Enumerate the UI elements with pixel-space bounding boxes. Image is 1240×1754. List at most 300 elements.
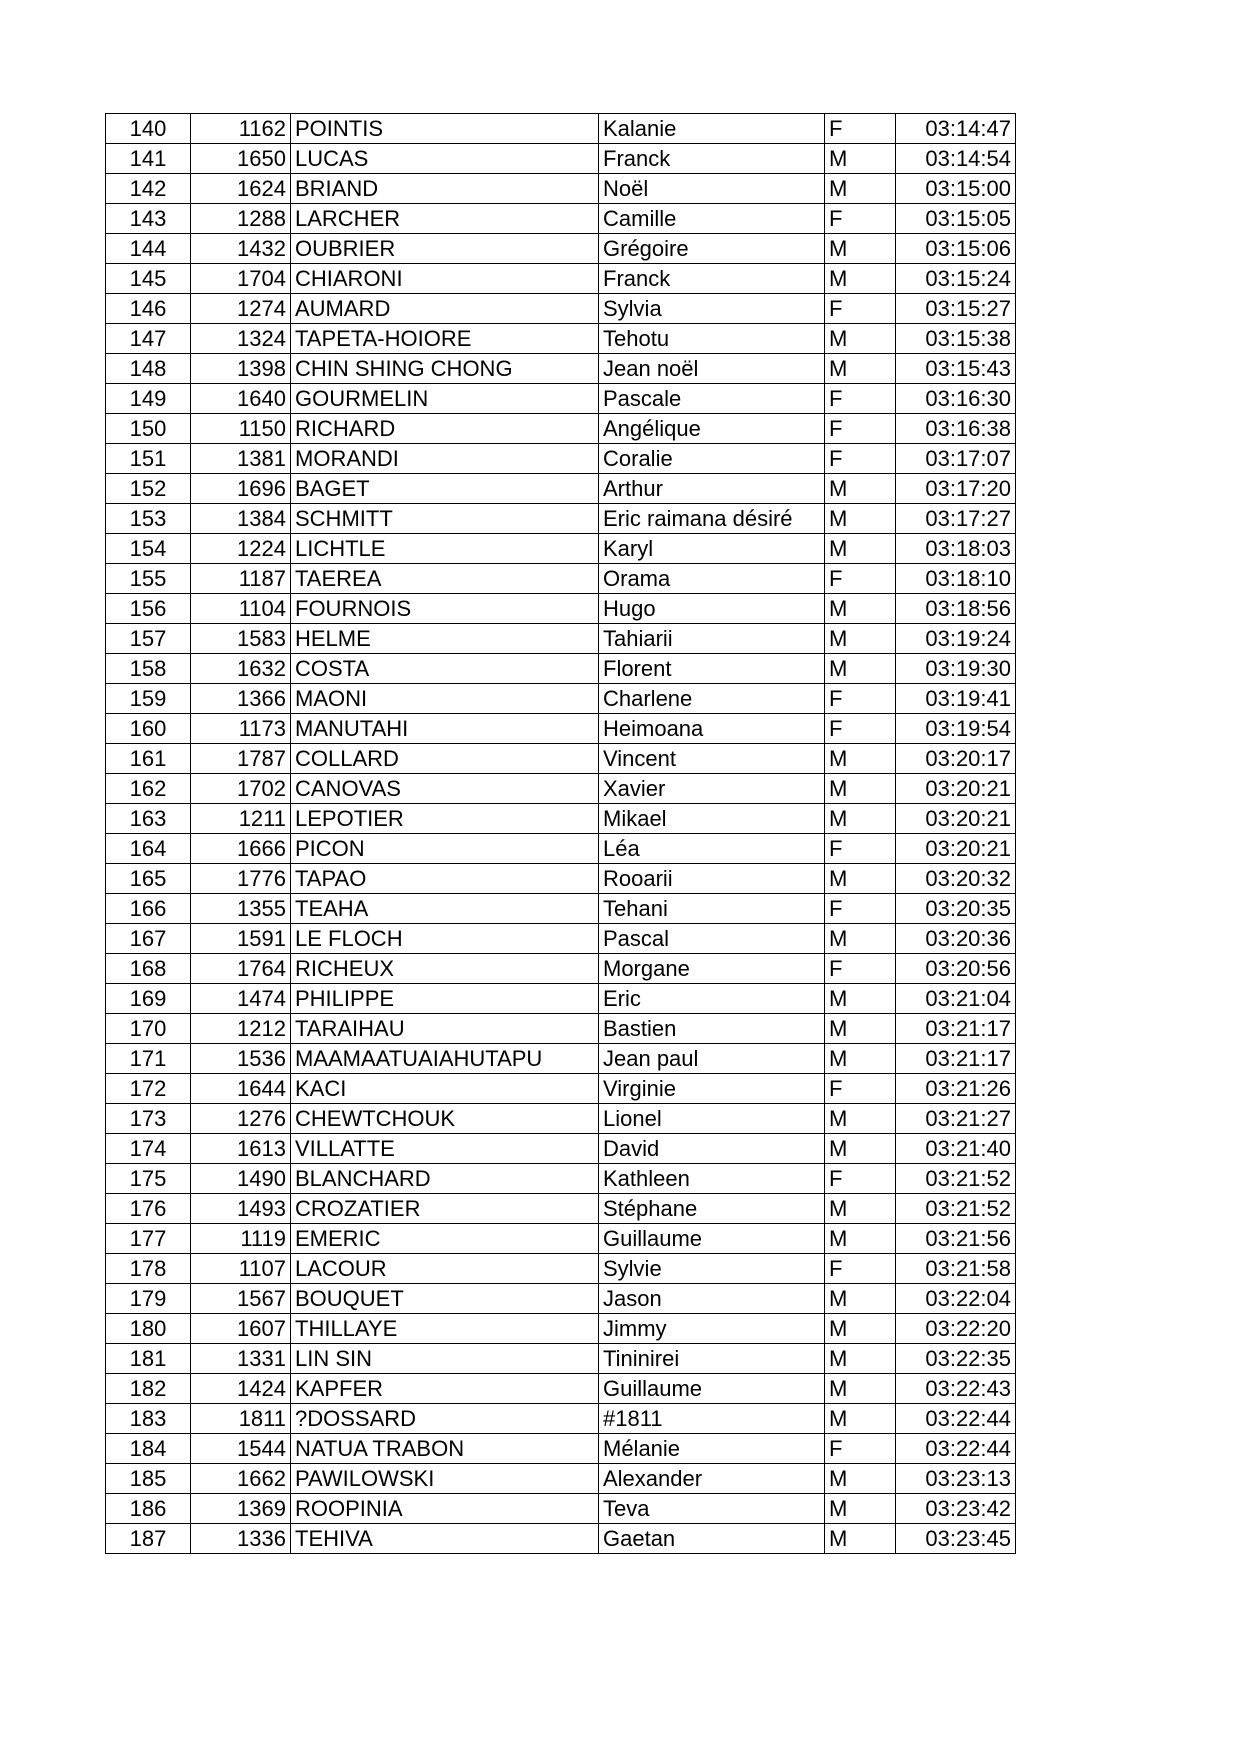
last-name-cell: OUBRIER: [291, 234, 599, 264]
sex-cell: F: [825, 834, 896, 864]
table-row: [106, 654, 1016, 684]
first-name-cell: Hugo: [599, 594, 825, 624]
first-name-cell: Vincent: [599, 744, 825, 774]
finish-time-cell: 03:22:35: [896, 1344, 1016, 1374]
finish-time-cell: 03:20:17: [896, 744, 1016, 774]
table-row: [106, 714, 1016, 744]
sex-cell: F: [825, 894, 896, 924]
table-row: [106, 684, 1016, 714]
sex-cell: F: [825, 1164, 896, 1194]
first-name-cell: Kalanie: [599, 114, 825, 144]
bib-number-cell: 1607: [191, 1314, 291, 1344]
last-name-cell: PAWILOWSKI: [291, 1464, 599, 1494]
bib-number-cell: 1331: [191, 1344, 291, 1374]
first-name-cell: Franck: [599, 144, 825, 174]
rank-cell: 173: [106, 1104, 191, 1134]
first-name-cell: Tahiarii: [599, 624, 825, 654]
sex-cell: F: [825, 564, 896, 594]
finish-time-cell: 03:19:24: [896, 624, 1016, 654]
sex-cell: M: [825, 1284, 896, 1314]
rank-cell: 141: [106, 144, 191, 174]
bib-number-cell: 1704: [191, 264, 291, 294]
finish-time-cell: 03:21:17: [896, 1044, 1016, 1074]
table-row: [106, 444, 1016, 474]
first-name-cell: Pascale: [599, 384, 825, 414]
sex-cell: M: [825, 1314, 896, 1344]
table-row: [106, 1104, 1016, 1134]
first-name-cell: #1811: [599, 1404, 825, 1434]
bib-number-cell: 1583: [191, 624, 291, 654]
sex-cell: F: [825, 684, 896, 714]
table-row: [106, 1404, 1016, 1434]
table-row: [106, 1134, 1016, 1164]
rank-cell: 175: [106, 1164, 191, 1194]
sex-cell: F: [825, 204, 896, 234]
table-row: [106, 1074, 1016, 1104]
sex-cell: M: [825, 144, 896, 174]
sex-cell: M: [825, 1224, 896, 1254]
first-name-cell: Tininirei: [599, 1344, 825, 1374]
rank-cell: 147: [106, 324, 191, 354]
bib-number-cell: 1650: [191, 144, 291, 174]
last-name-cell: TAEREA: [291, 564, 599, 594]
last-name-cell: RICHEUX: [291, 954, 599, 984]
table-row: [106, 1014, 1016, 1044]
rank-cell: 159: [106, 684, 191, 714]
first-name-cell: Bastien: [599, 1014, 825, 1044]
finish-time-cell: 03:15:00: [896, 174, 1016, 204]
rank-cell: 178: [106, 1254, 191, 1284]
finish-time-cell: 03:22:44: [896, 1434, 1016, 1464]
rank-cell: 164: [106, 834, 191, 864]
finish-time-cell: 03:21:26: [896, 1074, 1016, 1104]
finish-time-cell: 03:21:58: [896, 1254, 1016, 1284]
bib-number-cell: 1490: [191, 1164, 291, 1194]
last-name-cell: CROZATIER: [291, 1194, 599, 1224]
rank-cell: 157: [106, 624, 191, 654]
table-row: [106, 1044, 1016, 1074]
bib-number-cell: 1591: [191, 924, 291, 954]
last-name-cell: TEHIVA: [291, 1524, 599, 1554]
rank-cell: 181: [106, 1344, 191, 1374]
sex-cell: F: [825, 444, 896, 474]
last-name-cell: MANUTAHI: [291, 714, 599, 744]
bib-number-cell: 1613: [191, 1134, 291, 1164]
last-name-cell: TEAHA: [291, 894, 599, 924]
rank-cell: 180: [106, 1314, 191, 1344]
table-row: [106, 984, 1016, 1014]
last-name-cell: MORANDI: [291, 444, 599, 474]
last-name-cell: LIN SIN: [291, 1344, 599, 1374]
first-name-cell: Morgane: [599, 954, 825, 984]
sex-cell: M: [825, 804, 896, 834]
bib-number-cell: 1211: [191, 804, 291, 834]
results-body: [106, 114, 1016, 1554]
table-row: [106, 1194, 1016, 1224]
first-name-cell: Virginie: [599, 1074, 825, 1104]
last-name-cell: CHIARONI: [291, 264, 599, 294]
sex-cell: F: [825, 294, 896, 324]
rank-cell: 154: [106, 534, 191, 564]
finish-time-cell: 03:16:30: [896, 384, 1016, 414]
rank-cell: 160: [106, 714, 191, 744]
last-name-cell: CANOVAS: [291, 774, 599, 804]
last-name-cell: KAPFER: [291, 1374, 599, 1404]
finish-time-cell: 03:21:52: [896, 1194, 1016, 1224]
last-name-cell: RICHARD: [291, 414, 599, 444]
last-name-cell: ROOPINIA: [291, 1494, 599, 1524]
table-row: [106, 324, 1016, 354]
bib-number-cell: 1336: [191, 1524, 291, 1554]
bib-number-cell: 1776: [191, 864, 291, 894]
rank-cell: 163: [106, 804, 191, 834]
rank-cell: 150: [106, 414, 191, 444]
rank-cell: 166: [106, 894, 191, 924]
last-name-cell: HELME: [291, 624, 599, 654]
sex-cell: M: [825, 264, 896, 294]
finish-time-cell: 03:23:13: [896, 1464, 1016, 1494]
sex-cell: M: [825, 1044, 896, 1074]
sex-cell: M: [825, 534, 896, 564]
sex-cell: M: [825, 1464, 896, 1494]
finish-time-cell: 03:21:52: [896, 1164, 1016, 1194]
table-row: [106, 114, 1016, 144]
table-row: [106, 504, 1016, 534]
table-row: [106, 924, 1016, 954]
table-row: [106, 1464, 1016, 1494]
bib-number-cell: 1787: [191, 744, 291, 774]
finish-time-cell: 03:20:32: [896, 864, 1016, 894]
first-name-cell: Franck: [599, 264, 825, 294]
bib-number-cell: 1212: [191, 1014, 291, 1044]
bib-number-cell: 1104: [191, 594, 291, 624]
sex-cell: M: [825, 594, 896, 624]
last-name-cell: POINTIS: [291, 114, 599, 144]
sex-cell: M: [825, 774, 896, 804]
rank-cell: 171: [106, 1044, 191, 1074]
last-name-cell: LE FLOCH: [291, 924, 599, 954]
last-name-cell: PICON: [291, 834, 599, 864]
finish-time-cell: 03:17:07: [896, 444, 1016, 474]
rank-cell: 156: [106, 594, 191, 624]
sex-cell: M: [825, 474, 896, 504]
table-row: [106, 1374, 1016, 1404]
finish-time-cell: 03:20:56: [896, 954, 1016, 984]
bib-number-cell: 1474: [191, 984, 291, 1014]
rank-cell: 183: [106, 1404, 191, 1434]
first-name-cell: Léa: [599, 834, 825, 864]
finish-time-cell: 03:14:54: [896, 144, 1016, 174]
table-row: [106, 474, 1016, 504]
finish-time-cell: 03:15:27: [896, 294, 1016, 324]
rank-cell: 155: [106, 564, 191, 594]
rank-cell: 144: [106, 234, 191, 264]
finish-time-cell: 03:19:30: [896, 654, 1016, 684]
first-name-cell: David: [599, 1134, 825, 1164]
rank-cell: 182: [106, 1374, 191, 1404]
finish-time-cell: 03:18:56: [896, 594, 1016, 624]
bib-number-cell: 1811: [191, 1404, 291, 1434]
rank-cell: 158: [106, 654, 191, 684]
last-name-cell: EMERIC: [291, 1224, 599, 1254]
first-name-cell: Noël: [599, 174, 825, 204]
bib-number-cell: 1173: [191, 714, 291, 744]
last-name-cell: BOUQUET: [291, 1284, 599, 1314]
bib-number-cell: 1624: [191, 174, 291, 204]
table-row: [106, 834, 1016, 864]
finish-time-cell: 03:20:21: [896, 834, 1016, 864]
sex-cell: M: [825, 654, 896, 684]
first-name-cell: Teva: [599, 1494, 825, 1524]
first-name-cell: Heimoana: [599, 714, 825, 744]
table-row: [106, 1254, 1016, 1284]
first-name-cell: Angélique: [599, 414, 825, 444]
bib-number-cell: 1324: [191, 324, 291, 354]
first-name-cell: Jimmy: [599, 1314, 825, 1344]
table-row: [106, 264, 1016, 294]
table-row: [106, 144, 1016, 174]
first-name-cell: Arthur: [599, 474, 825, 504]
rank-cell: 172: [106, 1074, 191, 1104]
bib-number-cell: 1432: [191, 234, 291, 264]
sex-cell: F: [825, 954, 896, 984]
table-row: [106, 534, 1016, 564]
first-name-cell: Eric raimana désiré: [599, 504, 825, 534]
sex-cell: M: [825, 324, 896, 354]
finish-time-cell: 03:23:45: [896, 1524, 1016, 1554]
finish-time-cell: 03:22:43: [896, 1374, 1016, 1404]
rank-cell: 146: [106, 294, 191, 324]
sex-cell: M: [825, 1344, 896, 1374]
table-row: [106, 1494, 1016, 1524]
table-row: [106, 1284, 1016, 1314]
first-name-cell: Lionel: [599, 1104, 825, 1134]
last-name-cell: FOURNOIS: [291, 594, 599, 624]
finish-time-cell: 03:18:10: [896, 564, 1016, 594]
last-name-cell: COLLARD: [291, 744, 599, 774]
sex-cell: M: [825, 1374, 896, 1404]
bib-number-cell: 1764: [191, 954, 291, 984]
bib-number-cell: 1224: [191, 534, 291, 564]
sex-cell: M: [825, 1014, 896, 1044]
finish-time-cell: 03:15:06: [896, 234, 1016, 264]
last-name-cell: BLANCHARD: [291, 1164, 599, 1194]
sex-cell: M: [825, 1524, 896, 1554]
table-row: [106, 204, 1016, 234]
bib-number-cell: 1424: [191, 1374, 291, 1404]
table-row: [106, 774, 1016, 804]
sex-cell: M: [825, 864, 896, 894]
finish-time-cell: 03:15:43: [896, 354, 1016, 384]
table-row: [106, 384, 1016, 414]
first-name-cell: Sylvia: [599, 294, 825, 324]
bib-number-cell: 1544: [191, 1434, 291, 1464]
last-name-cell: LACOUR: [291, 1254, 599, 1284]
sex-cell: M: [825, 624, 896, 654]
first-name-cell: Pascal: [599, 924, 825, 954]
table-row: [106, 1314, 1016, 1344]
table-row: [106, 864, 1016, 894]
last-name-cell: LARCHER: [291, 204, 599, 234]
rank-cell: 169: [106, 984, 191, 1014]
first-name-cell: Rooarii: [599, 864, 825, 894]
table-row: [106, 1524, 1016, 1554]
first-name-cell: Xavier: [599, 774, 825, 804]
bib-number-cell: 1666: [191, 834, 291, 864]
table-row: [106, 1164, 1016, 1194]
last-name-cell: NATUA TRABON: [291, 1434, 599, 1464]
last-name-cell: GOURMELIN: [291, 384, 599, 414]
rank-cell: 153: [106, 504, 191, 534]
first-name-cell: Guillaume: [599, 1224, 825, 1254]
rank-cell: 186: [106, 1494, 191, 1524]
sex-cell: M: [825, 1104, 896, 1134]
bib-number-cell: 1150: [191, 414, 291, 444]
table-row: [106, 804, 1016, 834]
bib-number-cell: 1662: [191, 1464, 291, 1494]
finish-time-cell: 03:20:21: [896, 774, 1016, 804]
rank-cell: 148: [106, 354, 191, 384]
finish-time-cell: 03:16:38: [896, 414, 1016, 444]
finish-time-cell: 03:15:38: [896, 324, 1016, 354]
first-name-cell: Mélanie: [599, 1434, 825, 1464]
first-name-cell: Stéphane: [599, 1194, 825, 1224]
finish-time-cell: 03:14:47: [896, 114, 1016, 144]
finish-time-cell: 03:22:20: [896, 1314, 1016, 1344]
bib-number-cell: 1355: [191, 894, 291, 924]
table-row: [106, 744, 1016, 774]
rank-cell: 149: [106, 384, 191, 414]
first-name-cell: Orama: [599, 564, 825, 594]
bib-number-cell: 1640: [191, 384, 291, 414]
first-name-cell: Jean noël: [599, 354, 825, 384]
sex-cell: M: [825, 1134, 896, 1164]
table-row: [106, 1434, 1016, 1464]
finish-time-cell: 03:15:05: [896, 204, 1016, 234]
bib-number-cell: 1187: [191, 564, 291, 594]
first-name-cell: Alexander: [599, 1464, 825, 1494]
last-name-cell: PHILIPPE: [291, 984, 599, 1014]
table-row: [106, 954, 1016, 984]
rank-cell: 143: [106, 204, 191, 234]
first-name-cell: Coralie: [599, 444, 825, 474]
sex-cell: M: [825, 924, 896, 954]
finish-time-cell: 03:17:20: [896, 474, 1016, 504]
first-name-cell: Camille: [599, 204, 825, 234]
bib-number-cell: 1381: [191, 444, 291, 474]
last-name-cell: CHIN SHING CHONG: [291, 354, 599, 384]
last-name-cell: COSTA: [291, 654, 599, 684]
rank-cell: 151: [106, 444, 191, 474]
rank-cell: 140: [106, 114, 191, 144]
rank-cell: 179: [106, 1284, 191, 1314]
bib-number-cell: 1107: [191, 1254, 291, 1284]
bib-number-cell: 1366: [191, 684, 291, 714]
first-name-cell: Eric: [599, 984, 825, 1014]
bib-number-cell: 1369: [191, 1494, 291, 1524]
rank-cell: 184: [106, 1434, 191, 1464]
finish-time-cell: 03:21:40: [896, 1134, 1016, 1164]
sex-cell: M: [825, 1404, 896, 1434]
bib-number-cell: 1398: [191, 354, 291, 384]
rank-cell: 142: [106, 174, 191, 204]
bib-number-cell: 1696: [191, 474, 291, 504]
finish-time-cell: 03:18:03: [896, 534, 1016, 564]
table-row: [106, 1224, 1016, 1254]
last-name-cell: KACI: [291, 1074, 599, 1104]
finish-time-cell: 03:20:36: [896, 924, 1016, 954]
last-name-cell: CHEWTCHOUK: [291, 1104, 599, 1134]
last-name-cell: SCHMITT: [291, 504, 599, 534]
finish-time-cell: 03:15:24: [896, 264, 1016, 294]
last-name-cell: BRIAND: [291, 174, 599, 204]
sex-cell: F: [825, 714, 896, 744]
sex-cell: M: [825, 984, 896, 1014]
sex-cell: F: [825, 114, 896, 144]
first-name-cell: Charlene: [599, 684, 825, 714]
rank-cell: 185: [106, 1464, 191, 1494]
first-name-cell: Mikael: [599, 804, 825, 834]
last-name-cell: MAAMAATUAIAHUTAPU: [291, 1044, 599, 1074]
table-row: [106, 1344, 1016, 1374]
table-row: [106, 294, 1016, 324]
bib-number-cell: 1276: [191, 1104, 291, 1134]
last-name-cell: TAPAO: [291, 864, 599, 894]
bib-number-cell: 1632: [191, 654, 291, 684]
first-name-cell: Grégoire: [599, 234, 825, 264]
rank-cell: 145: [106, 264, 191, 294]
bib-number-cell: 1274: [191, 294, 291, 324]
sex-cell: F: [825, 1074, 896, 1104]
results-table: [105, 113, 1016, 1554]
last-name-cell: AUMARD: [291, 294, 599, 324]
finish-time-cell: 03:21:17: [896, 1014, 1016, 1044]
sex-cell: M: [825, 354, 896, 384]
first-name-cell: Kathleen: [599, 1164, 825, 1194]
last-name-cell: LICHTLE: [291, 534, 599, 564]
sex-cell: F: [825, 1434, 896, 1464]
finish-time-cell: 03:20:21: [896, 804, 1016, 834]
first-name-cell: Gaetan: [599, 1524, 825, 1554]
rank-cell: 167: [106, 924, 191, 954]
sex-cell: M: [825, 1194, 896, 1224]
last-name-cell: ?DOSSARD: [291, 1404, 599, 1434]
sex-cell: F: [825, 384, 896, 414]
sex-cell: F: [825, 1254, 896, 1284]
table-row: [106, 174, 1016, 204]
bib-number-cell: 1536: [191, 1044, 291, 1074]
first-name-cell: Florent: [599, 654, 825, 684]
rank-cell: 176: [106, 1194, 191, 1224]
finish-time-cell: 03:21:04: [896, 984, 1016, 1014]
bib-number-cell: 1493: [191, 1194, 291, 1224]
first-name-cell: Guillaume: [599, 1374, 825, 1404]
table-row: [106, 594, 1016, 624]
first-name-cell: Karyl: [599, 534, 825, 564]
last-name-cell: LEPOTIER: [291, 804, 599, 834]
finish-time-cell: 03:23:42: [896, 1494, 1016, 1524]
bib-number-cell: 1567: [191, 1284, 291, 1314]
bib-number-cell: 1644: [191, 1074, 291, 1104]
finish-time-cell: 03:17:27: [896, 504, 1016, 534]
sex-cell: F: [825, 414, 896, 444]
table-row: [106, 564, 1016, 594]
first-name-cell: Tehotu: [599, 324, 825, 354]
first-name-cell: Jean paul: [599, 1044, 825, 1074]
table-row: [106, 624, 1016, 654]
last-name-cell: THILLAYE: [291, 1314, 599, 1344]
first-name-cell: Sylvie: [599, 1254, 825, 1284]
